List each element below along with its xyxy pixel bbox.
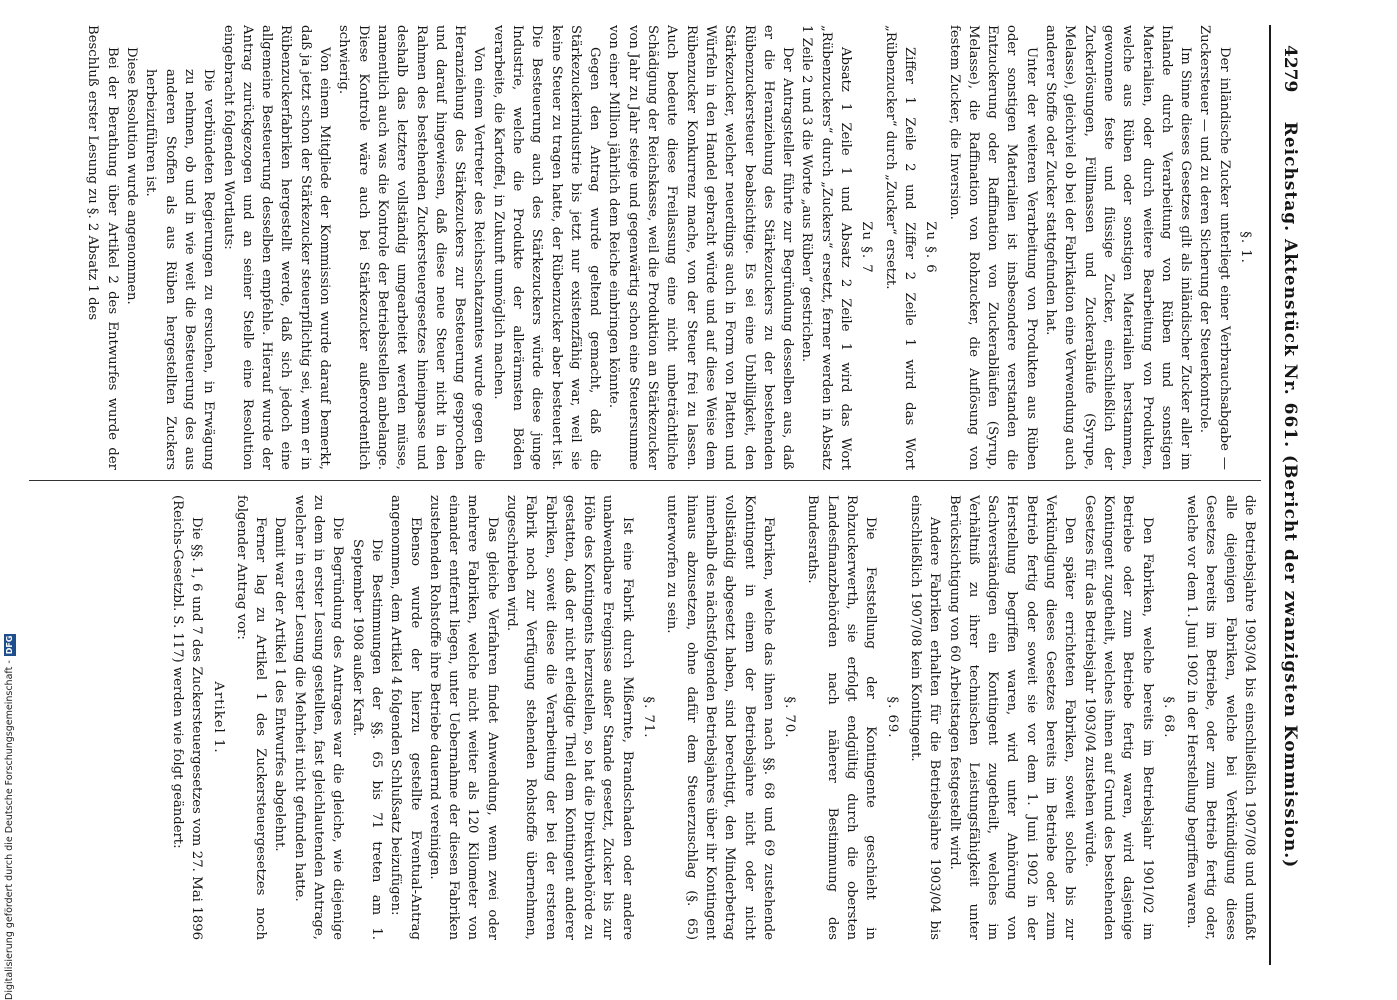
paragraph: Absatz 1 Zeile 1 und Absatz 2 Zeile 1 wird das Wort „Rübenzuckers“ durch „Zuckers“ ersetzt, ferner werden in Absatz 1 Zeile 2 und 3 die Worte „aus Rüben“ gestrichen. [799, 25, 854, 470]
column-left [29, 495, 1259, 940]
section-heading: §. 71. [641, 696, 657, 739]
section-heading: §. 69. [884, 696, 900, 739]
rotated-page-content [15, 25, 1305, 965]
paragraph: Damit war der Artikel 1 des Entwurfes abgelehnt. [272, 517, 288, 852]
credit-text: Digitalisierung gefördert durch die Deutsche Forschungsgemeinschaft - [4, 660, 15, 1000]
section-heading: Zu §. 7 [859, 221, 875, 274]
paragraph: Gegen den Antrag wurde geltend gemacht, daß die Stärkezuckerindustrie bis jetzt nur existenzfähig war, weil sie keine Steuer zu tragen hatte, der Rübenzucker aber besteuert ist. Die Besteuerung auch des Stärkezuckers würde diese junge Industrie, welche die Produkte der allerärmsten Böden verarbeite, die Kartoffel, in Zukunft unmöglich machen. [490, 25, 603, 470]
paragraph: Das gleiche Verfahren findet Anwendung, wenn zwei oder mehrere Fabriken, welche nicht weiter als 120 Kilometer von einander entfernt liegen, unter Uebernahme der diesen Fabriken zustehenden Rohstoffe ihre Betriebe dauernd vereinigen. [426, 495, 500, 940]
paragraph: die Betriebsjahre 1903/04 bis einschließlich 1907/08 und umfaßt alle diejenigen Fabriken, welche bei Verkündigung dieses Gesetzes bereits im Betriebe, oder zum Betrieb fertig oder, welche vor dem 1. Juni 1902 in der Herstellung begriffen waren. [1184, 495, 1257, 940]
paragraph: Der Antragsteller führte zur Begründung desselben aus, daß er die Heranziehung des Stärkezuckers zu der bestehenden Rübenzuckersteuer beabsichtige. Es sei eine Unbilligkeit, den Stärkezucker, welcher neuerdings auch in Form von Platten und Würfeln in den Handel gebracht würde und auf diese Weise dem Rübenzucker Konkurrenz mache, von der Steuer frei zu lassen. Auch bedeute diese Freilassung eine nicht unbeträchtliche Schädigung der Reichskasse, weil die Produktion an Stärkezucker von Jahr zu Jahr steige und gegenwärtig schon eine Steuersumme von einer Million jährlich dem Reiche einbringen könnte. [606, 25, 796, 470]
paragraph: Diese Resolution wurde angenommen. [124, 47, 140, 305]
indented-paragraph: Die verbündeten Regierungen zu ersuchen, in Erwägung zu nehmen, ob und in wie weit die Besteuerung des aus anderen Stoffen als aus Rüben hergestellten Zuckers herbeizuführen ist. [143, 69, 217, 470]
paragraph: Den Fabriken, welche bereits im Betriebsjahr 1901/02 im Betriebe oder zum Betriebe fertig waren, wird dasjenige Kontingent zugetheilt, welches ihnen auf Grund des bestehenden Gesetzes für das Betriebsjahr 1903/04 zustehen würde. [1081, 495, 1155, 940]
paragraph: Ferner lag zu Artikel 1 des Zuckersteuergesetzes noch folgender Antrag vor: [233, 495, 269, 940]
column-divider [29, 480, 1261, 481]
page-header [1269, 25, 1305, 965]
paragraph: Unter der weiteren Verarbeitung von Produkten aus Rüben oder sonstigen Materialien ist insbesondere verstanden die Entzuckerung oder Raffination von Zuckerabläufen (Syrup, Melasse), die Raffination von Rohzucker, die Auflösung von festem Zucker, die Inversion. [946, 25, 1039, 470]
running-title: Reichstag. Aktenstück Nr. 661. (Bericht der zwanzigsten Kommission.) [1280, 121, 1300, 869]
paragraph: Die Feststellung der Kontingente geschieht in Rohzuckerwerth, sie erfolgt endgültig durch die obersten Landesfinanzbehörden nach näherer Bestimmung des Bundesraths. [805, 495, 879, 940]
paragraph: Im Sinne dieses Gesetzes gilt als inländischer Zucker aller im Inlande durch Verarbeitung von Rüben und sonstigen Materialien, oder durch weitere Bearbeitung von Produkten, welche aus Rüben oder sonstigen Materialien herstammen, gewonnene feste und flüssige Zucker, einschließlich der Zuckerlösungen, Füllmassen und Zuckerabläufe (Syrupe, Melasse), gleichviel ob bei der Fabrikation eine Verwendung auch anderer Stoffe oder Zucker stattgefunden hat. [1043, 25, 1194, 470]
paragraph: Ebenso wurde der hierzu gestellte Eventual-Antrag angenommen, dem Artikel 4 folgenden Schlußsatz beizufügen: [388, 495, 423, 940]
section-heading: §. 68. [1160, 696, 1176, 739]
section-heading: Artikel 1. [210, 681, 226, 754]
paragraph: Die §§. 1, 6 und 7 des Zuckersteuergesetzes vom 27. Mai 1896 (Reichs-Gesetzbl. S. 117) werden wie folgt geändert: [169, 495, 205, 940]
dfg-logo: DFG [4, 635, 14, 655]
page-number: 4279 [1280, 45, 1300, 93]
column-right [29, 25, 1259, 470]
paragraph: Ist eine Fabrik durch Mißernte, Brandschaden oder andere unabwendbare Ereignisse außer Stande gesetzt, Zucker bis zur Höhe des Kontingents herzustellen, so hat die Direktivbehörde zu gestatten, daß der nicht erledigte Theil dem Kontingent anderer Fabriken, soweit diese die Verarbeitung der bei der ersteren Fabrik noch zur Verfügung stehenden Rohstoffe übernehmen, zugeschrieben wird. [504, 495, 635, 940]
section-heading: §. 70. [782, 696, 798, 739]
paragraph: Den später errichteten Fabriken, soweit solche bis zur Verkündigung dieses Gesetzes bereits im Betriebe oder zum Betrieb fertig oder soweit sie vor dem 1. Juni 1902 in der Herstellung begriffen waren, wird unter Anhörung von Sachverständigen ein Kontingent zugetheilt, welches im Verhältniß zu ihrer technischen Leistungsfähigkeit unter Berücksichtigung von 60 Arbeitstagen festgestellt wird. [946, 495, 1078, 940]
paragraph: Von einem Mitgliede der Kommission wurde darauf bemerkt, daß ja jetzt schon der Stärkezucker steuerpflichtig sei, wenn er in Rübenzuckerfabriken hergestellt werde, daß sich jedoch eine allgemeine Besteuerung desselben empfehle. Hierauf wurde der Antrag zurückgezogen und an seiner Stelle eine Resolution eingebracht folgenden Wortlauts: [220, 25, 333, 470]
paragraph: Ziffer 1 Zeile 2 und Ziffer 2 Zeile 1 wird das Wort „Rübenzucker“ durch „Zucker“ ersetzt. [882, 25, 917, 470]
indented-paragraph: Die Bestimmungen der §§. 65 bis 71 treten am 1. September 1908 außer Kraft. [349, 539, 384, 940]
paragraph: Bei der Berathung über Artikel 2 des Entwurfes wurde der Beschluß erster Lesung zu §. 2 Absatz 1 des [85, 25, 120, 470]
paragraph: Von einem Vertreter des Reichsschatzamtes wurde gegen die Heranziehung des Stärkezuckers zur Besteuerung gesprochen und darauf hingewiesen, daß diese neue Steuer nicht in den Rahmen des bestehenden Zuckersteuergesetzes hineinpasse und deshalb das letztere vollständig umgearbeitet werden müsse, namentlich auch was die Kontrole der Betriebsstellen anbelange. Diese Kontrole wäre auch bei Stärkezucker außerordentlich schwierig. [336, 25, 487, 470]
section-heading: Zu §. 6 [923, 221, 939, 274]
digitization-credit [0, 0, 20, 1000]
paragraph: Andere Fabriken erhalten für die Betriebsjahre 1903/04 bis einschließlich 1907/08 kein Kontingent. [907, 495, 943, 940]
paragraph: Der inländische Zucker unterliegt einer Verbrauchsabgabe — Zuckersteuer — und zu deren Sicherung der Steuerkontrole. [1197, 25, 1232, 470]
paragraph: Fabriken, welche das ihnen nach §§. 68 und 69 zustehende Kontingent in einem der Betriebsjahre nicht oder nicht vollständig abgesetzt haben, sind berechtigt, den Minderbetrag innerhalb des nächstfolgenden Betriebsjahres über ihr Kontingent hinaus abzusetzen, ohne dafür dem Steuerzuschlag (§. 65) unterworfen zu sein. [664, 495, 776, 940]
paragraph: Die Begründung des Antrages war die gleiche, wie diejenige zu dem in erster Lesung gestellten, fast gleichlautenden Antrage, welcher in erster Lesung die Mehrheit nicht gefunden hatte. [291, 495, 346, 940]
section-heading: §. 1. [1238, 231, 1253, 264]
